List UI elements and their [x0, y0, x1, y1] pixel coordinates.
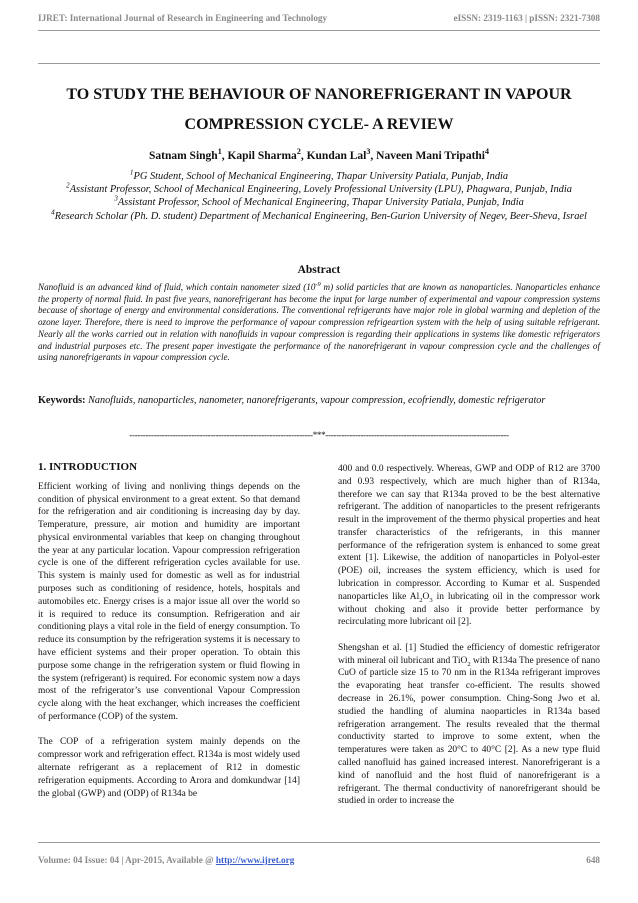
footer-rule [38, 842, 600, 843]
subscript: 2 [467, 660, 471, 668]
author-1-mark: 1 [217, 147, 222, 157]
journal-link[interactable]: http://www.ijret.org [215, 855, 295, 865]
subscript: 2 [419, 596, 423, 604]
section-heading: 1. INTRODUCTION [38, 461, 138, 473]
section-separator: --------------------------------------------------------------------***-------------------------------------------------------------------- [129, 430, 509, 440]
paragraph-text: with R134a The presence of nano CuO of particle size 15 to 70 nm in the R134a refrigerant improves the evaporating heat transfer co-efficient. The results showed decrease in 26.1%, power consumption. Ching-Song Jwo et al. studied the handling of alumina naoparticles in R134a based refrigeration arrangement. The results revealed that the thermal conductivity started to improve to some extent, when the temperatures were taken as 20°C to 40°C [2]. As a new type fluid called nanofluid has gained increased interest. Nanorefrigerant is a kind of nanofluid and the host fluid of nanorefrigerant is a refrigerant. The thermal conductivity of nanorefrigerant should be studied in order to increase the [338, 655, 601, 807]
keywords-label: Keywords: [38, 395, 86, 406]
affiliation-mark: 4 [51, 208, 55, 217]
header-rule [38, 30, 600, 31]
keywords [38, 392, 600, 410]
paragraph-text: 400 and 0.0 respectively. Whereas, GWP and ODP of R12 are 3700 and 0.93 respectively, which are much higher than of R134a, therefore we can say that R134a proved to be the best alternative refrigerant. The addition of nanoparticles to the present refrigerants result in the improvement of the thermo physical properties and heat transfer characteristics of the refrigerants, in this manner performance of the refrigeration system is enhanced to some great extent [1]. Likewise, the addition of nanoparticles in Polyol-ester (POE) oil, increases the system efficiency, which is used for lubrication in compressor. According to Kumar et al. Suspended nanoparticles like Al [338, 464, 600, 602]
paragraph-text: in lubricating oil in the compressor work without choking and also it provide better performance by recirculating more lubricant oil [2]. [338, 591, 600, 628]
author-4: Naveen Mani Tripathi [376, 150, 485, 162]
issn: eISSN: 2319-1163 | pISSN: 2321-7308 [453, 13, 600, 23]
title-line-2: COMPRESSION CYCLE- A REVIEW [184, 116, 454, 133]
author-1: Satnam Singh [148, 150, 218, 162]
affiliations [38, 170, 600, 223]
author-3-mark: 3 [366, 147, 371, 157]
affiliation-mark: 2 [66, 181, 70, 190]
paragraph-text: O [422, 591, 430, 602]
paragraph-text: Shengshan et al. [1] Studied the efficiency of domestic refrigerator with mineral oil lubricant and TiO [338, 642, 600, 666]
affiliation-3 [38, 196, 600, 209]
right-column [338, 463, 600, 808]
affiliation-1 [38, 170, 600, 183]
running-header [38, 13, 600, 23]
author-sep: , [370, 150, 377, 162]
abstract-exponent: -9 [315, 280, 321, 288]
affiliation-mark: 1 [129, 168, 134, 177]
author-4-mark: 4 [485, 147, 490, 157]
affiliation-4 [38, 210, 600, 223]
paper-title [38, 80, 600, 140]
author-sep: , [221, 150, 228, 162]
paragraph: The COP of a refrigeration system mainly depends on the compressor work and refrigeration effect. R134a is most widely used alternate refrigerant as a replacement of R12 in domestic refrigeration equipments. According to Arora and domkundwar [14] the global (GWP) and (ODP) of R134a be [38, 737, 300, 799]
abstract-text: Nanofluid is an advanced kind of fluid, which contain nanometer sized (10 [38, 282, 316, 292]
author-3: Kundan Lal [306, 150, 367, 162]
running-footer [38, 855, 600, 865]
title-line-1: TO STUDY THE BEHAVIOUR OF NANOREFRIGERANT IN VAPOUR [66, 86, 572, 103]
abstract-text: m) solid particles that are known as nanoparticles. Nanoparticles enhance the property of normal fluid. In past five years, nanorefrigerant has become the input for large number of experimental and vapour compression systems because of shortage of energy and environmental considerations. The conventional refrigerants have major role in global warming and depletion of the ozone layer. Therefore, there is need to improve the performance of vapour compression refrigeartion system with the help of using suitable refrigerant. Nearly all the works carried out in relation with nanofluids in vapour compression is regarding their applications in systems like domestic refrigerators and industrial purposes etc. The present paper investigate the performance of the nanorefrigerant in vapour compression cycle and the challenges of using nanorefrigerants in vapour compression cycle. [38, 282, 600, 363]
abstract-heading: Abstract [297, 264, 341, 276]
footer-text: Volume: 04 Issue: 04 | Apr-2015, Available @ [38, 855, 216, 865]
left-column [38, 461, 300, 800]
author-list [38, 147, 600, 162]
title-top-rule [38, 63, 600, 64]
keywords-text: Nanofluids, nanoparticles, nanometer, nanorefrigerants, vapour compression, ecofriendly, domestic refrigerator [85, 395, 546, 406]
paragraph [338, 642, 600, 808]
affiliation-text: Research Scholar (Ph. D. student) Department of Mechanical Engineering, Ben-Gurion University of Negev, Beer-Sheva, Israel [54, 210, 587, 222]
footer-volume [38, 855, 294, 865]
abstract-body [38, 282, 600, 364]
affiliation-text: PG Student, School of Mechanical Engineering, Thapar University Patiala, Punjab, India [133, 171, 509, 182]
author-2-mark: 2 [296, 147, 301, 157]
affiliation-text: Assistant Professor, School of Mechanical Engineering, Lovely Professional University (LPU), Phagwara, Punjab, India [69, 184, 572, 196]
subscript: 3 [429, 596, 433, 604]
affiliation-2 [38, 183, 600, 196]
affiliation-mark: 3 [114, 194, 118, 203]
paragraph [338, 463, 600, 629]
author-2: Kapil Sharma [227, 150, 297, 162]
paragraph: Efficient working of living and nonliving things depends on the condition of physical environment to a great extent. So that demand for the refrigeration and air conditioning is increasing day by day. Temperature, pressure, air motion and humidity are important physical environmental variables that keep on changing throughout the year at any particular location. Vapour compression refrigeration cycle is one of the different refrigeration cycles available for use. This system is mainly used for domestic as well as for industrial purposes such as conditioning of residence, hotels, hospitals and automobiles etc. Energy crises is a major issue all over the world so it is required to reduce its consumption. Refrigeration and air conditioning plays a vital role in the field of energy consumption. To reduce its consumption by the refrigeration systems it is necessary to have efficient systems and their proper operation. To obtain this purpose some change in the refrigeration system or fluid flowing in the system (refrigerant) is required. For economic system now a days most of the refrigerator’s use conventional Vapour Compression cycle along with the heat exchanger, which increases the coefficient of performance (COP) of the system. [38, 481, 300, 722]
affiliation-text: Assistant Professor, School of Mechanical Engineering, Thapar University Patiala, Punjab, India [117, 197, 524, 209]
author-sep: , [300, 150, 307, 162]
journal-name: IJRET: International Journal of Research in Engineering and Technology [38, 13, 328, 23]
page-number: 648 [586, 855, 600, 865]
